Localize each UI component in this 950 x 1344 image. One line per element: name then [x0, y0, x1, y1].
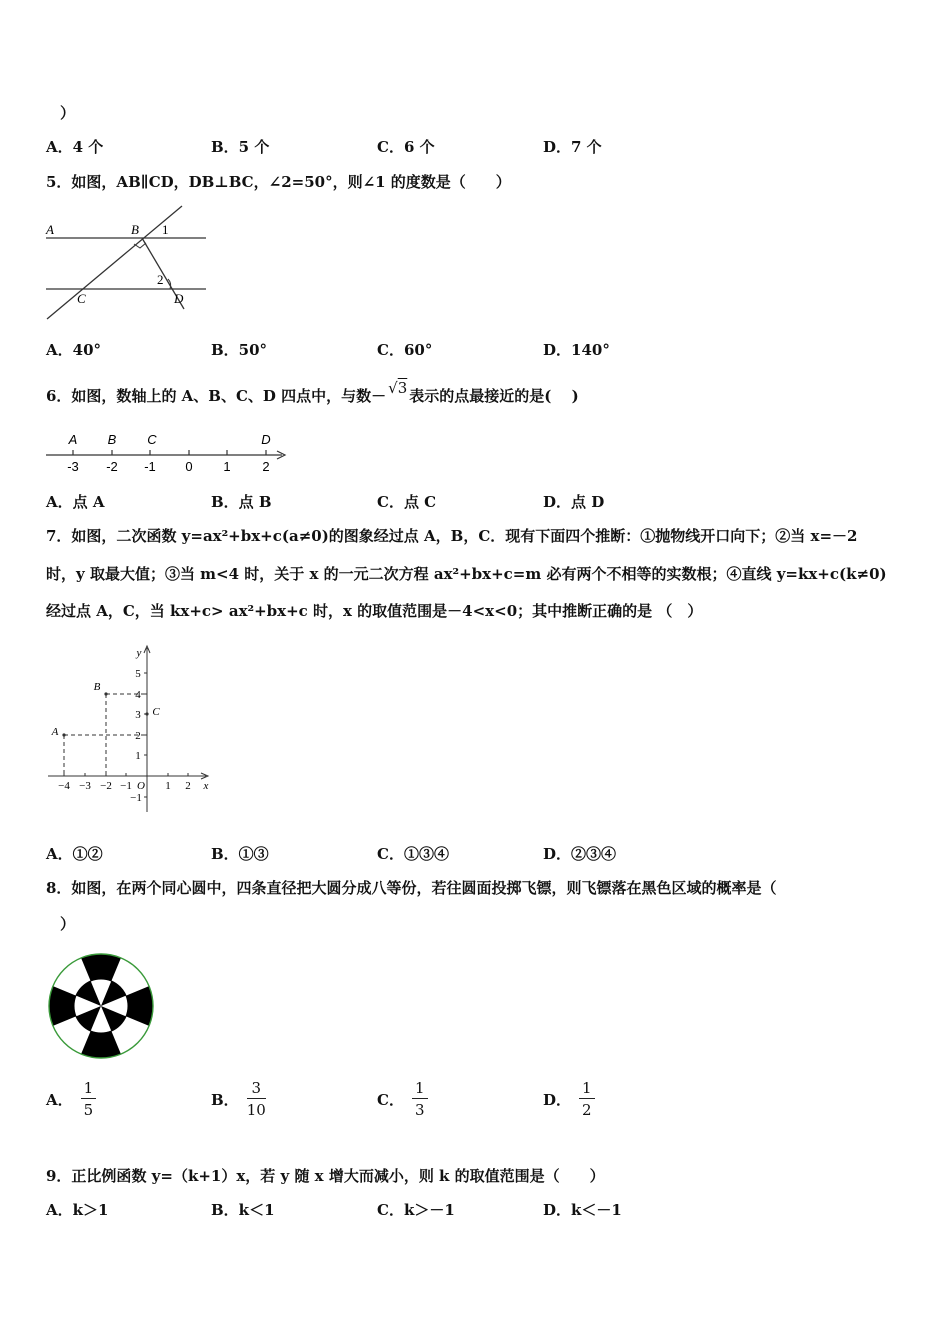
q8-option-a[interactable]: [46, 1078, 96, 1121]
q5-option-d[interactable]: D．140°: [543, 341, 610, 359]
q7-ytick: 1: [135, 750, 141, 762]
q5-label-a: A: [46, 222, 54, 237]
q6-point-d: D: [261, 432, 271, 447]
q8-option-c-label: C．: [377, 1091, 404, 1109]
q9-option-d[interactable]: D．k＜－1: [543, 1201, 622, 1219]
q7-point-c: C: [152, 706, 160, 718]
fraction-numerator: 3: [247, 1078, 266, 1099]
q7-ytick: 2: [135, 730, 141, 742]
q7-xtick: 2: [185, 780, 191, 792]
fraction-numerator: 1: [81, 1078, 97, 1099]
q7-ytick: 5: [135, 668, 141, 680]
q7-xtick: −2: [100, 780, 112, 792]
q8-dartboard-figure: [46, 951, 156, 1061]
q7-xtick: 1: [165, 780, 171, 792]
q6-tick: -1: [144, 459, 156, 474]
q7-xtick: −3: [79, 780, 91, 792]
q5-stem: 5．如图，AB∥CD，DB⊥BC，∠2=50°，则∠1 的度数是（ ）: [46, 173, 511, 191]
q6-sqrt-radicand: 3: [397, 379, 408, 397]
q6-option-a[interactable]: A．点 A: [46, 493, 105, 511]
q6-tick: 1: [223, 459, 231, 474]
q9-option-b[interactable]: B．k＜1: [211, 1201, 275, 1219]
q8-option-d-fraction: [579, 1078, 595, 1121]
q6-stem-post: 表示的点最接近的是( ): [409, 387, 579, 405]
q4-option-a[interactable]: A．4 个: [46, 138, 104, 156]
q5-label-angle2: 2: [157, 272, 164, 287]
q7-x-label: x: [203, 780, 209, 792]
fraction-denominator: 5: [83, 1101, 94, 1119]
q7-xtick: −4: [58, 780, 70, 792]
q7-y-label: y: [136, 647, 142, 659]
q5-label-b: B: [131, 222, 139, 237]
q6-option-d[interactable]: D．点 D: [543, 493, 605, 511]
q8-option-a-fraction: [81, 1078, 97, 1121]
q8-option-b-fraction: [247, 1078, 266, 1121]
q8-line1: 8．如图，在两个同心圆中，四条直径把大圆分成八等份，若往圆面投掷飞镖，则飞镖落在黑色区域的概率是（: [46, 879, 777, 897]
q7-option-c[interactable]: C．①③④: [377, 845, 449, 863]
q9-option-a[interactable]: A．k＞1: [46, 1201, 109, 1219]
fraction-numerator: 1: [412, 1078, 428, 1099]
q8-option-c-fraction: [412, 1078, 428, 1121]
q6-option-b[interactable]: B．点 B: [211, 493, 272, 511]
q7-option-b[interactable]: B．①③: [211, 845, 269, 863]
q7-line1: 7．如图，二次函数 y=ax²+bx+c(a≠0)的图象经过点 A，B，C．现有下面四个推断：①抛物线开口向下；②当 x=－2: [46, 527, 858, 545]
fraction-denominator: 3: [414, 1101, 425, 1119]
q6-point-a: A: [68, 432, 78, 447]
q7-ytick: −1: [130, 792, 142, 804]
q8-option-b[interactable]: [211, 1078, 266, 1121]
q6-tick: 0: [185, 459, 193, 474]
q6-point-c: C: [147, 432, 157, 447]
q6-point-b: B: [107, 432, 117, 447]
q5-option-c[interactable]: C．60°: [377, 341, 433, 359]
q8-line2: ）: [60, 915, 76, 933]
q7-ytick: 3: [135, 709, 141, 721]
q6-stem-pre: 6．如图，数轴上的 A、B、C、D 四点中，与数－: [46, 387, 387, 405]
q6-tick: -2: [106, 459, 118, 474]
q5-figure: [44, 203, 209, 323]
q7-point-b: B: [93, 681, 101, 693]
q8-option-b-label: B．: [211, 1091, 239, 1109]
q7-xtick: −1: [120, 780, 132, 792]
q6-stem: [46, 379, 579, 406]
fraction-numerator: 1: [579, 1078, 595, 1099]
q7-line3: 经过点 A，C，当 kx+c> ax²+bx+c 时，x 的取值范围是－4<x<0；其中推断正确的是 （ ）: [46, 602, 703, 620]
q7-origin: O: [137, 780, 145, 792]
q6-sqrt: √3: [388, 379, 408, 397]
q6-option-c[interactable]: C．点 C: [377, 493, 437, 511]
q6-tick: 2: [262, 459, 270, 474]
q5-option-b[interactable]: B．50°: [211, 341, 268, 359]
q7-graph: [46, 640, 216, 820]
q8-option-d-label: D．: [543, 1091, 572, 1109]
q4-option-d[interactable]: D．7 个: [543, 138, 602, 156]
q6-tick: -3: [67, 459, 79, 474]
q7-ytick: 4: [135, 689, 141, 701]
q7-option-d[interactable]: D．②③④: [543, 845, 617, 863]
q5-label-d: D: [174, 291, 184, 306]
q5-label-angle1: 1: [162, 222, 169, 237]
q4-option-b[interactable]: B．5 个: [211, 138, 270, 156]
fraction-denominator: 2: [582, 1101, 592, 1119]
q5-label-c: C: [77, 291, 86, 306]
q5-option-a[interactable]: A．40°: [46, 341, 102, 359]
q8-option-a-label: A．: [46, 1091, 73, 1109]
q8-option-d[interactable]: [543, 1078, 595, 1121]
fraction-denominator: 10: [246, 1101, 266, 1119]
q9-stem: 9．正比例函数 y=（k+1）x，若 y 随 x 增大而减小，则 k 的取值范围是（ ）: [46, 1167, 605, 1185]
q7-line2: 时，y 取最大值；③当 m<4 时，关于 x 的一元二次方程 ax²+bx+c=m 必有两个不相等的实数根；④直线 y=kx+c(k≠0): [46, 565, 887, 583]
q7-option-a[interactable]: A．①②: [46, 845, 103, 863]
q7-point-a: A: [51, 726, 59, 738]
q8-option-c[interactable]: [377, 1078, 428, 1121]
q4-tail: ）: [60, 104, 76, 122]
q4-option-c[interactable]: C．6 个: [377, 138, 435, 156]
q9-option-c[interactable]: C．k＞－1: [377, 1201, 455, 1219]
q6-number-line: [44, 428, 289, 476]
